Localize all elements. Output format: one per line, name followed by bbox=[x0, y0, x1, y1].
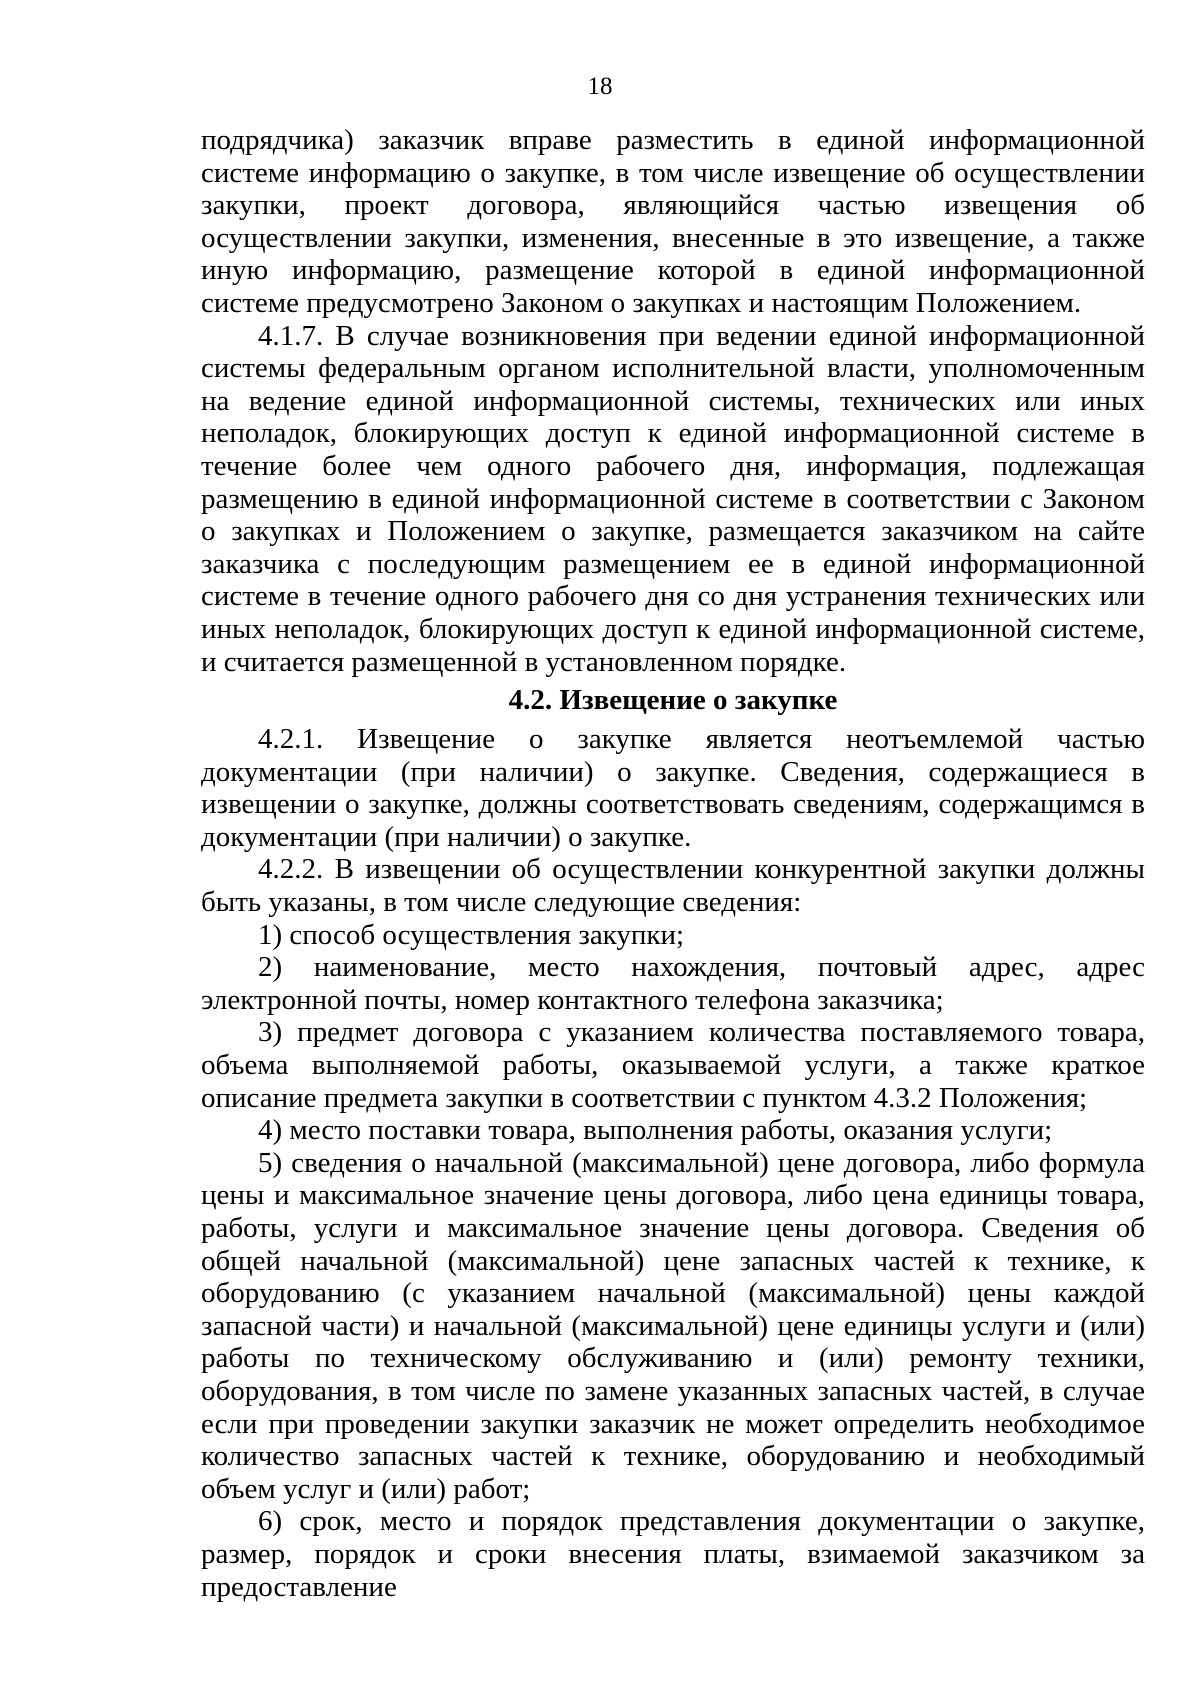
document-body bbox=[201, 124, 1145, 1603]
section-heading-4-2: 4.2. Извещение о закупке bbox=[508, 684, 838, 717]
paragraph-4-2-1: 4.2.1. Извещение о закупке является неотъемлемой частью документации (при наличии) о закупке. Сведения, содержащиеся в извещении о закупке, должны соответствовать сведениям, содержащимся в документации (при наличии) о закупке. bbox=[201, 723, 1145, 853]
list-item-5: 5) сведения о начальной (максимальной) цене договора, либо формула цены и максимальное значение цены договора, либо цена единицы товара, работы, услуги и максимальное значение цены договора. Сведения об общей начальной (максимальной) цене запасных частей к технике, к оборудованию (с указанием начальной (максимальной) цены каждой запасной части) и начальной (максимальной) цене единицы услуги и (или) работы по техническому обслуживанию и (или) ремонту техники, оборудования, в том числе по замене указанных запасных частей, в случае если при проведении закупки заказчик не может определить необходимое количество запасных частей к технике, оборудованию и необходимый объем услуг и (или) работ; bbox=[201, 1146, 1145, 1505]
paragraph-4-1-7: 4.1.7. В случае возникновения при ведении единой информационной системы федеральным органом исполнительной власти, уполномоченным на ведение единой информационной системы, технических или иных неполадок, блокирующих доступ к единой информационной системе в течение более чем одного рабочего дня, информация, подлежащая размещению в единой информационной системе в соответствии с Законом о закупках и Положением о закупке, размещается заказчиком на сайте заказчика с последующим размещением ее в единой информационной системе в течение одного рабочего дня со дня устранения технических или иных неполадок, блокирующих доступ к единой информационной системе, и считается размещенной в установленном порядке. bbox=[201, 319, 1145, 678]
paragraph-continuation: подрядчика) заказчик вправе разместить в единой информационной системе информацию о закупке, в том числе извещение об осуществлении закупки, проект договора, являющийся частью извещения об осуществлении закупки, изменения, внесенные в это извещение, а также иную информацию, размещение которой в единой информационной системе предусмотрено Законом о закупках и настоящим Положением. bbox=[201, 124, 1145, 319]
list-item-6: 6) срок, место и порядок представления документации о закупке, размер, порядок и сроки внесения платы, взимаемой заказчиком за предоставление bbox=[201, 1505, 1145, 1603]
list-item-3: 3) предмет договора с указанием количества поставляемого товара, объема выполняемой работы, оказываемой услуги, а также краткое описание предмета закупки в соответствии с пунктом 4.3.2 Положения; bbox=[201, 1016, 1145, 1114]
paragraph-4-2-2: 4.2.2. В извещении об осуществлении конкурентной закупки должны быть указаны, в том числе следующие сведения: bbox=[201, 853, 1145, 919]
list-item-1: 1) способ осуществления закупки; bbox=[258, 918, 685, 951]
list-item-4: 4) место поставки товара, выполнения работы, оказания услуги; bbox=[258, 1114, 1053, 1147]
list-item-2: 2) наименование, место нахождения, почтовый адрес, адрес электронной почты, номер контактного телефона заказчика; bbox=[201, 951, 1145, 1016]
page-number: 18 bbox=[587, 73, 613, 100]
